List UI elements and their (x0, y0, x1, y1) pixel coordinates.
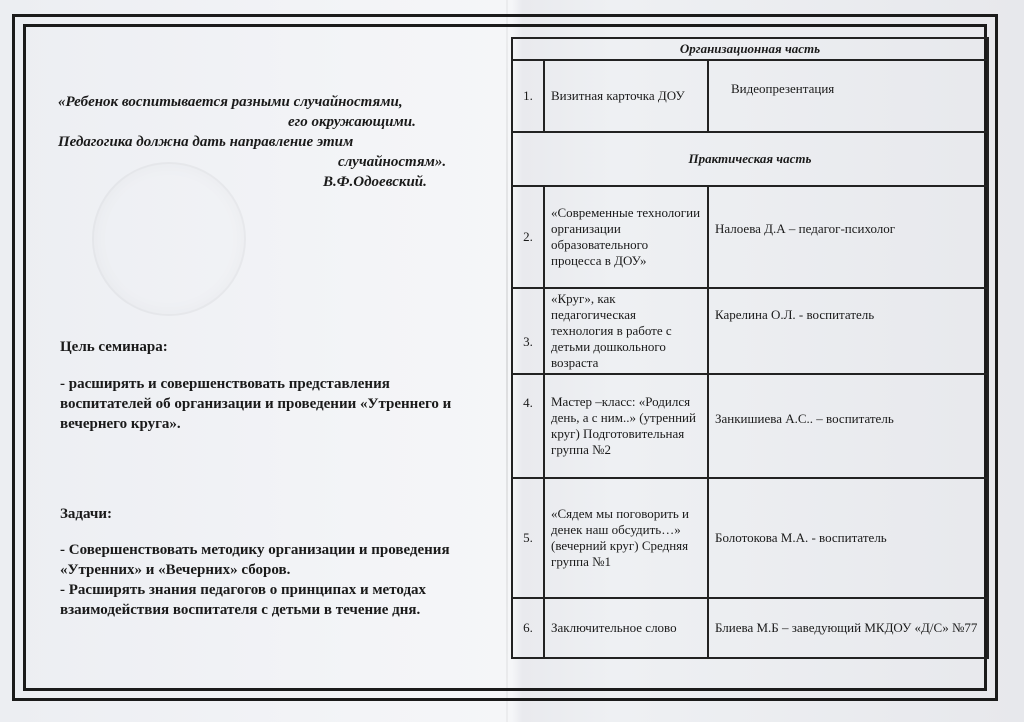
quote-line-4: случайностям». (338, 154, 447, 170)
quote-line-2: его окружающими. (288, 114, 416, 130)
row-title: Визитная карточка ДОУ (544, 60, 708, 132)
row-responsible: Видеопрезентация (708, 60, 988, 132)
faded-stamp (92, 162, 246, 316)
table-row (512, 598, 988, 658)
task-item-1: - Совершенствовать методику организации и проведения «Утренних» и «Вечерних» сборов. (60, 542, 450, 578)
row-title: «Круг», как педагогическая технология в работе с детьми дошкольного возраста (544, 288, 708, 374)
quote-line-3: Педагогика должна дать направление этим (58, 134, 354, 150)
table-row (512, 60, 988, 132)
section-practical-label: Практическая часть (512, 132, 988, 186)
goal-text: - расширять и совершенствовать представления воспитателей об организации и проведении «Утреннего и вечернего круга». (60, 376, 452, 432)
table-row (512, 186, 988, 288)
row-number: 6. (512, 598, 544, 658)
row-responsible: Занкишиева А.С.. – воспитатель (708, 374, 988, 478)
row-title: Мастер –класс: «Родился день, а с ним..» (утренний круг) Подготовительная группа №2 (544, 374, 708, 478)
program-table (511, 37, 989, 659)
row-title: «Современные технологии организации образовательного процесса в ДОУ» (544, 186, 708, 288)
goal-title: Цель семинара: (60, 339, 168, 355)
tasks-list (60, 540, 480, 620)
row-number: 1. (512, 60, 544, 132)
table-row (512, 478, 988, 598)
row-responsible: Болотокова М.А. - воспитатель (708, 478, 988, 598)
table-row (512, 288, 988, 374)
row-responsible: Блиева М.Б – заведующий МКДОУ «Д/С» №77 (708, 598, 988, 658)
section-header-org (512, 38, 988, 60)
quote-line-1: «Ребенок воспитывается разными случайностями, (58, 94, 403, 110)
section-org-label: Организационная часть (512, 38, 988, 60)
row-responsible: Карелина О.Л. - воспитатель (708, 288, 988, 374)
row-number: 3. (512, 288, 544, 374)
task-item-2: - Расширять знания педагогов о принципах и методах взаимодействия воспитателя с детьми в течение дня. (60, 582, 427, 618)
row-number: 2. (512, 186, 544, 288)
epigraph-quote (58, 92, 478, 192)
row-title: Заключительное слово (544, 598, 708, 658)
row-number: 4. (512, 374, 544, 478)
table-row (512, 374, 988, 478)
tasks-title: Задачи: (60, 506, 113, 522)
row-responsible: Налоева Д.А – педагог-психолог (708, 186, 988, 288)
section-header-practical (512, 132, 988, 186)
row-title: «Сядем мы поговорить и денек наш обсудить…» (вечерний круг) Средняя группа №1 (544, 478, 708, 598)
quote-author: В.Ф.Одоевский. (323, 174, 427, 190)
row-number: 5. (512, 478, 544, 598)
